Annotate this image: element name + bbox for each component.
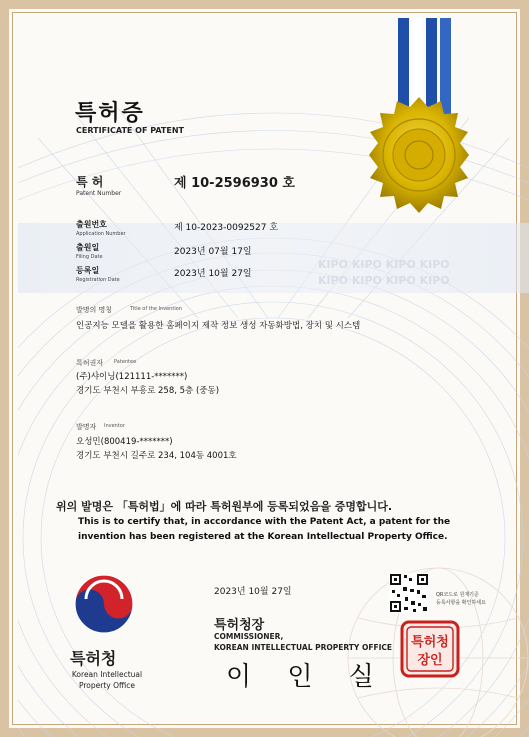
inventor-address: 경기도 부천시 길주로 234, 104동 4001호 bbox=[76, 451, 237, 461]
kipo-logo-icon bbox=[75, 575, 133, 633]
filing-date-label-en: Filing Date bbox=[76, 254, 103, 260]
invention-title-value: 인공지능 모델을 활용한 홈페이지 제작 정보 생성 자동화방법, 장치 및 시스템 bbox=[76, 321, 361, 331]
kipo-name-en-line2: Property Office bbox=[78, 681, 135, 690]
commissioner-title-ko: 특허청장 bbox=[214, 618, 265, 633]
kipo-name-ko: 특허청 bbox=[70, 649, 117, 668]
stamp-text-bottom: 장인 bbox=[417, 653, 443, 668]
kipo-name-en-line1: Korean Intellectual bbox=[71, 670, 143, 679]
qr-note-line1: QR코드로 원재기준 bbox=[436, 592, 479, 598]
patentee-address: 경기도 부천시 부흥로 258, 5층 (중동) bbox=[76, 386, 220, 396]
gold-seal-icon bbox=[369, 97, 469, 213]
official-stamp-icon bbox=[402, 622, 458, 676]
commissioner-signature: 이 인 실 bbox=[226, 662, 388, 692]
patent-number-value: 제 10-2596930 호 bbox=[174, 176, 295, 191]
inventor-label-en: Inventor bbox=[104, 423, 125, 429]
page-title: 특허증 bbox=[75, 101, 145, 126]
svg-text:KIPO KIPO KIPO KIPO: KIPO KIPO KIPO KIPO bbox=[318, 258, 450, 271]
invention-title-label-en: Title of the Invention bbox=[130, 306, 182, 312]
svg-text:KIPO KIPO KIPO KIPO: KIPO KIPO KIPO KIPO bbox=[318, 274, 450, 287]
commissioner-title-en-line1: COMMISSIONER, bbox=[214, 632, 284, 641]
registration-date-label-en: Registration Date bbox=[76, 277, 120, 283]
certification-statement-en-line1: This is to certify that, in accordance with the Patent Act, a patent for the bbox=[78, 517, 451, 527]
commissioner-title-en-line2: KOREAN INTELLECTUAL PROPERTY OFFICE bbox=[214, 643, 393, 652]
inventor-name: 오성민(800419-*******) bbox=[76, 437, 173, 447]
patent-number-label: 특 허 bbox=[76, 175, 104, 189]
registration-date-label: 등록일 bbox=[76, 266, 100, 275]
certification-statement-ko: 위의 발명은 「특허법」에 따라 특허원부에 등록되었음을 증명합니다. bbox=[56, 500, 393, 513]
patentee-name: (주)샤이닝(121111-*******) bbox=[76, 372, 188, 382]
filing-date-value: 2023년 07월 17일 bbox=[174, 247, 252, 257]
certification-statement-en-line2: invention has been registered at the Korean Intellectual Property Office. bbox=[78, 532, 448, 542]
page-subtitle: CERTIFICATE OF PATENT bbox=[76, 126, 184, 135]
inventor-label: 발명자 bbox=[76, 423, 97, 431]
invention-title-label: 발명의 명칭 bbox=[76, 306, 113, 314]
qr-note-line2: 등록사항을 확인하세요 bbox=[436, 600, 486, 606]
stamp-text-top: 특허청 bbox=[411, 635, 449, 650]
certificate-page bbox=[18, 18, 529, 737]
application-number-label: 출원번호 bbox=[76, 220, 107, 229]
application-number-label-en: Application Number bbox=[76, 231, 126, 237]
issue-date: 2023년 10월 27일 bbox=[214, 587, 292, 597]
patentee-label: 특허권자 bbox=[76, 359, 104, 367]
patentee-label-en: Patentee bbox=[114, 359, 137, 365]
qr-code-icon bbox=[389, 573, 429, 613]
filing-date-label: 출원일 bbox=[76, 243, 100, 252]
patent-number-label-en: Patent Number bbox=[76, 190, 122, 197]
application-number-value: 제 10-2023-0092527 호 bbox=[174, 223, 279, 233]
registration-date-value: 2023년 10월 27일 bbox=[174, 269, 252, 279]
